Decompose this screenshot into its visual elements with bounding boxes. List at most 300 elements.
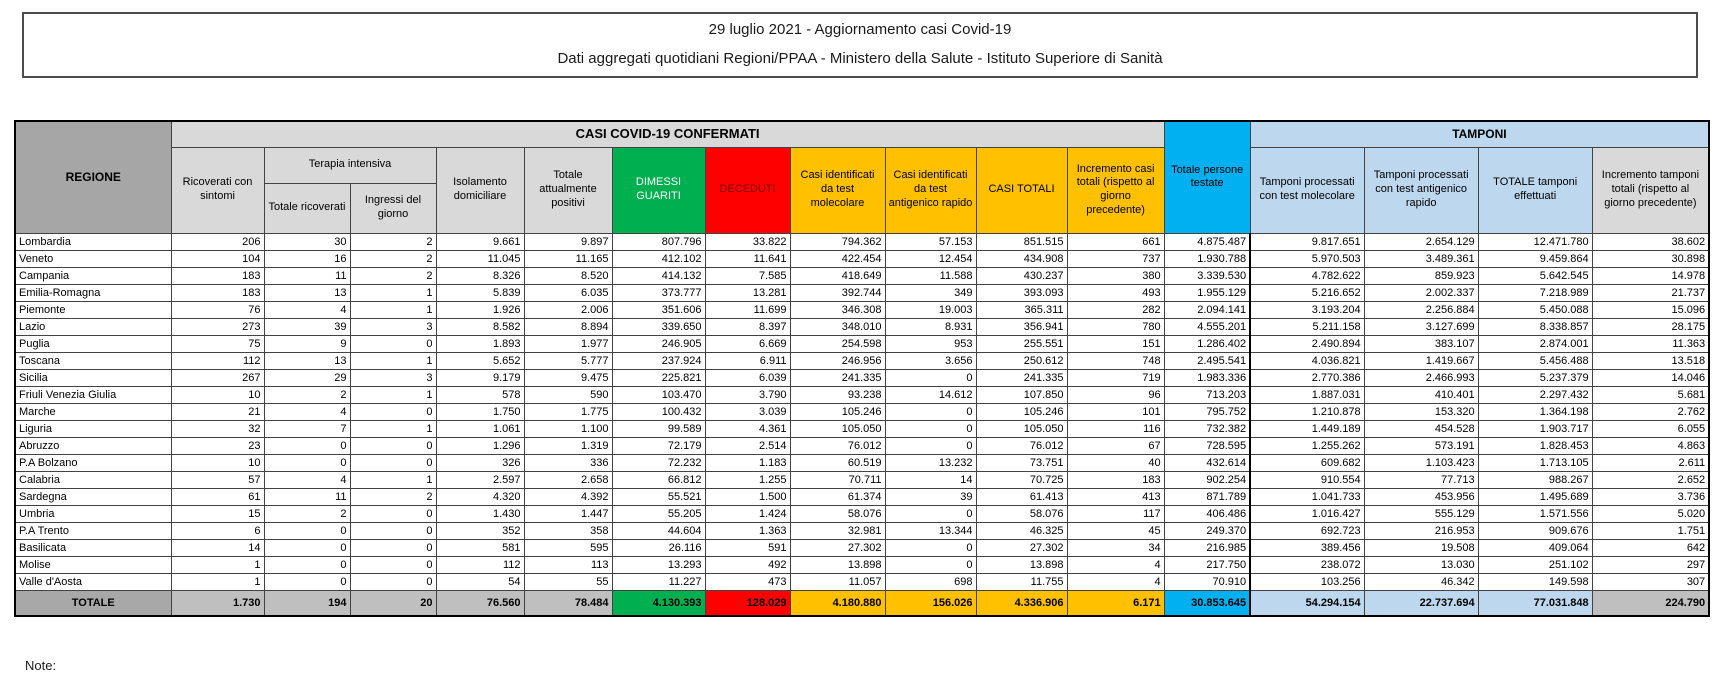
- value-cell: 2.770.386: [1250, 369, 1364, 386]
- value-cell: 11.363: [1592, 335, 1709, 352]
- region-name: Toscana: [15, 352, 171, 369]
- col-header-terapia-intensiva: Terapia intensiva: [264, 147, 436, 183]
- value-cell: 1.893: [436, 335, 524, 352]
- value-cell: 11.641: [705, 250, 790, 267]
- value-cell: 5.652: [436, 352, 524, 369]
- value-cell: 57: [171, 471, 264, 488]
- value-cell: 0: [350, 335, 436, 352]
- value-cell: 4.392: [524, 488, 612, 505]
- value-cell: 454.528: [1364, 420, 1478, 437]
- value-cell: 1.775: [524, 403, 612, 420]
- value-cell: 0: [885, 505, 976, 522]
- value-cell: 6.039: [705, 369, 790, 386]
- region-name: Emilia-Romagna: [15, 284, 171, 301]
- value-cell: 349: [885, 284, 976, 301]
- value-cell: 6: [171, 522, 264, 539]
- value-cell: 9: [264, 335, 350, 352]
- value-cell: 380: [1067, 267, 1164, 284]
- value-cell: 246.905: [612, 335, 705, 352]
- value-cell: 30: [264, 233, 350, 250]
- value-cell: 33.822: [705, 233, 790, 250]
- value-cell: 4.863: [1592, 437, 1709, 454]
- value-cell: 5.681: [1592, 386, 1709, 403]
- table-row: [15, 505, 1709, 522]
- value-cell: 58.076: [790, 505, 885, 522]
- value-cell: 9.897: [524, 233, 612, 250]
- col-header-casi-antigenico: Casi identificati da test antigenico rapido: [885, 147, 976, 233]
- value-cell: 1.926: [436, 301, 524, 318]
- value-cell: 0: [264, 573, 350, 590]
- value-cell: 107.850: [976, 386, 1067, 403]
- col-header-isolamento: Isolamento domiciliare: [436, 147, 524, 233]
- value-cell: 3.656: [885, 352, 976, 369]
- value-cell: 1.750: [436, 403, 524, 420]
- value-cell: 2.466.993: [1364, 369, 1478, 386]
- value-cell: 112: [436, 556, 524, 573]
- value-cell: 11.165: [524, 250, 612, 267]
- value-cell: 0: [885, 539, 976, 556]
- value-cell: 1.887.031: [1250, 386, 1364, 403]
- value-cell: 206: [171, 233, 264, 250]
- value-cell: 2.297.432: [1478, 386, 1592, 403]
- value-cell: 4.361: [705, 420, 790, 437]
- total-value-cell: 6.171: [1067, 590, 1164, 616]
- value-cell: 0: [350, 539, 436, 556]
- value-cell: 339.650: [612, 318, 705, 335]
- value-cell: 2: [350, 233, 436, 250]
- value-cell: 14.046: [1592, 369, 1709, 386]
- value-cell: 412.102: [612, 250, 705, 267]
- value-cell: 27.302: [976, 539, 1067, 556]
- value-cell: 11.045: [436, 250, 524, 267]
- value-cell: 7.585: [705, 267, 790, 284]
- value-cell: 1.571.556: [1478, 505, 1592, 522]
- value-cell: 26.116: [612, 539, 705, 556]
- total-value-cell: 4.180.880: [790, 590, 885, 616]
- value-cell: 21.737: [1592, 284, 1709, 301]
- value-cell: 19.003: [885, 301, 976, 318]
- value-cell: 4.320: [436, 488, 524, 505]
- value-cell: 249.370: [1164, 522, 1250, 539]
- value-cell: 2: [350, 267, 436, 284]
- value-cell: 0: [350, 403, 436, 420]
- value-cell: 16: [264, 250, 350, 267]
- value-cell: 2.654.129: [1364, 233, 1478, 250]
- total-value-cell: 77.031.848: [1478, 590, 1592, 616]
- value-cell: 2: [350, 488, 436, 505]
- value-cell: 2.490.894: [1250, 335, 1364, 352]
- value-cell: 70.711: [790, 471, 885, 488]
- value-cell: 609.682: [1250, 454, 1364, 471]
- value-cell: 807.796: [612, 233, 705, 250]
- value-cell: 581: [436, 539, 524, 556]
- value-cell: 719: [1067, 369, 1164, 386]
- value-cell: 4: [264, 471, 350, 488]
- value-cell: 99.589: [612, 420, 705, 437]
- value-cell: 112: [171, 352, 264, 369]
- value-cell: 692.723: [1250, 522, 1364, 539]
- value-cell: 61: [171, 488, 264, 505]
- value-cell: 13.293: [612, 556, 705, 573]
- value-cell: 13.898: [976, 556, 1067, 573]
- value-cell: 151: [1067, 335, 1164, 352]
- value-cell: 365.311: [976, 301, 1067, 318]
- value-cell: 6.035: [524, 284, 612, 301]
- table-row: [15, 556, 1709, 573]
- value-cell: 909.676: [1478, 522, 1592, 539]
- value-cell: 14.978: [1592, 267, 1709, 284]
- total-value-cell: 4.336.906: [976, 590, 1067, 616]
- band-tamponi: TAMPONI: [1250, 121, 1709, 147]
- value-cell: 67: [1067, 437, 1164, 454]
- table-row: [15, 403, 1709, 420]
- report-title-box: [22, 12, 1698, 78]
- table-row: [15, 573, 1709, 590]
- table-row: [15, 420, 1709, 437]
- value-cell: 13: [264, 352, 350, 369]
- value-cell: 642: [1592, 539, 1709, 556]
- total-label: TOTALE: [15, 590, 171, 616]
- total-value-cell: 128.029: [705, 590, 790, 616]
- value-cell: 732.382: [1164, 420, 1250, 437]
- value-cell: 246.956: [790, 352, 885, 369]
- value-cell: 413: [1067, 488, 1164, 505]
- value-cell: 432.614: [1164, 454, 1250, 471]
- value-cell: 113: [524, 556, 612, 573]
- value-cell: 6.055: [1592, 420, 1709, 437]
- col-header-tamponi-totale: TOTALE tamponi effettuati: [1478, 147, 1592, 233]
- value-cell: 8.326: [436, 267, 524, 284]
- value-cell: 5.970.503: [1250, 250, 1364, 267]
- value-cell: 1.363: [705, 522, 790, 539]
- value-cell: 434.908: [976, 250, 1067, 267]
- value-cell: 19.508: [1364, 539, 1478, 556]
- value-cell: 661: [1067, 233, 1164, 250]
- value-cell: 2.495.541: [1164, 352, 1250, 369]
- value-cell: 1.286.402: [1164, 335, 1250, 352]
- value-cell: 183: [1067, 471, 1164, 488]
- value-cell: 15: [171, 505, 264, 522]
- col-header-persone-testate: Totale persone testate: [1164, 121, 1250, 233]
- value-cell: 3.790: [705, 386, 790, 403]
- value-cell: 11: [264, 488, 350, 505]
- value-cell: 273: [171, 318, 264, 335]
- table-row: [15, 471, 1709, 488]
- value-cell: 14: [171, 539, 264, 556]
- value-cell: 237.924: [612, 352, 705, 369]
- value-cell: 1.016.427: [1250, 505, 1364, 522]
- region-name: Abruzzo: [15, 437, 171, 454]
- value-cell: 0: [264, 454, 350, 471]
- value-cell: 282: [1067, 301, 1164, 318]
- value-cell: 4: [1067, 556, 1164, 573]
- col-header-deceduti: DECEDUTI: [705, 147, 790, 233]
- value-cell: 104: [171, 250, 264, 267]
- value-cell: 105.246: [976, 403, 1067, 420]
- table-row: [15, 250, 1709, 267]
- value-cell: 11.699: [705, 301, 790, 318]
- report-title: 29 luglio 2021 - Aggiornamento casi Covid-19: [708, 21, 1012, 38]
- value-cell: 1.210.878: [1250, 403, 1364, 420]
- total-row: [15, 590, 1709, 616]
- value-cell: 8.582: [436, 318, 524, 335]
- value-cell: 871.789: [1164, 488, 1250, 505]
- value-cell: 573.191: [1364, 437, 1478, 454]
- value-cell: 4: [264, 301, 350, 318]
- value-cell: 183: [171, 267, 264, 284]
- region-name: Molise: [15, 556, 171, 573]
- total-value-cell: 54.294.154: [1250, 590, 1364, 616]
- value-cell: 4.875.487: [1164, 233, 1250, 250]
- band-casi-confermati: CASI COVID-19 CONFERMATI: [171, 121, 1164, 147]
- value-cell: 4.555.201: [1164, 318, 1250, 335]
- value-cell: 9.661: [436, 233, 524, 250]
- value-cell: 9.459.864: [1478, 250, 1592, 267]
- value-cell: 255.551: [976, 335, 1067, 352]
- value-cell: 73.751: [976, 454, 1067, 471]
- value-cell: 61.413: [976, 488, 1067, 505]
- value-cell: 737: [1067, 250, 1164, 267]
- value-cell: 406.486: [1164, 505, 1250, 522]
- value-cell: 0: [350, 573, 436, 590]
- report-subtitle: Dati aggregati quotidiani Regioni/PPAA - Ministero della Salute - Istituto Superiore di Sanità: [557, 50, 1163, 67]
- value-cell: 6.911: [705, 352, 790, 369]
- value-cell: 953: [885, 335, 976, 352]
- value-cell: 713.203: [1164, 386, 1250, 403]
- value-cell: 0: [350, 454, 436, 471]
- value-cell: 55: [524, 573, 612, 590]
- table-row: [15, 539, 1709, 556]
- value-cell: 4: [1067, 573, 1164, 590]
- value-cell: 2.658: [524, 471, 612, 488]
- value-cell: 241.335: [790, 369, 885, 386]
- col-header-terapia-totale: Totale ricoverati: [264, 183, 350, 233]
- value-cell: 7: [264, 420, 350, 437]
- value-cell: 3.489.361: [1364, 250, 1478, 267]
- value-cell: 418.649: [790, 267, 885, 284]
- value-cell: 38.602: [1592, 233, 1709, 250]
- value-cell: 493: [1067, 284, 1164, 301]
- region-name: Sicilia: [15, 369, 171, 386]
- value-cell: 13.898: [790, 556, 885, 573]
- value-cell: 1: [350, 284, 436, 301]
- value-cell: 8.894: [524, 318, 612, 335]
- value-cell: 93.238: [790, 386, 885, 403]
- value-cell: 251.102: [1478, 556, 1592, 573]
- value-cell: 149.598: [1478, 573, 1592, 590]
- total-value-cell: 1.730: [171, 590, 264, 616]
- value-cell: 988.267: [1478, 471, 1592, 488]
- value-cell: 77.713: [1364, 471, 1478, 488]
- value-cell: 267: [171, 369, 264, 386]
- value-cell: 254.598: [790, 335, 885, 352]
- value-cell: 780: [1067, 318, 1164, 335]
- value-cell: 76.012: [976, 437, 1067, 454]
- value-cell: 9.817.651: [1250, 233, 1364, 250]
- value-cell: 46.325: [976, 522, 1067, 539]
- value-cell: 13.344: [885, 522, 976, 539]
- value-cell: 591: [705, 539, 790, 556]
- value-cell: 2.762: [1592, 403, 1709, 420]
- value-cell: 32.981: [790, 522, 885, 539]
- value-cell: 34: [1067, 539, 1164, 556]
- value-cell: 8.338.857: [1478, 318, 1592, 335]
- value-cell: 2: [264, 505, 350, 522]
- value-cell: 250.612: [976, 352, 1067, 369]
- region-name: Marche: [15, 403, 171, 420]
- value-cell: 2.597: [436, 471, 524, 488]
- value-cell: 72.179: [612, 437, 705, 454]
- col-header-dimessi-guariti: DIMESSI GUARITI: [612, 147, 705, 233]
- value-cell: 44.604: [612, 522, 705, 539]
- total-value-cell: 76.560: [436, 590, 524, 616]
- value-cell: 1: [350, 471, 436, 488]
- value-cell: 216.985: [1164, 539, 1250, 556]
- table-row: [15, 318, 1709, 335]
- value-cell: 698: [885, 573, 976, 590]
- value-cell: 409.064: [1478, 539, 1592, 556]
- value-cell: 473: [705, 573, 790, 590]
- value-cell: 13.281: [705, 284, 790, 301]
- value-cell: 348.010: [790, 318, 885, 335]
- value-cell: 5.237.379: [1478, 369, 1592, 386]
- col-header-regione: REGIONE: [15, 121, 171, 233]
- value-cell: 1.319: [524, 437, 612, 454]
- value-cell: 851.515: [976, 233, 1067, 250]
- value-cell: 1.364.198: [1478, 403, 1592, 420]
- value-cell: 1.100: [524, 420, 612, 437]
- value-cell: 578: [436, 386, 524, 403]
- value-cell: 326: [436, 454, 524, 471]
- table-row: [15, 369, 1709, 386]
- value-cell: 12.471.780: [1478, 233, 1592, 250]
- value-cell: 728.595: [1164, 437, 1250, 454]
- value-cell: 3: [350, 369, 436, 386]
- total-value-cell: 194: [264, 590, 350, 616]
- value-cell: 60.519: [790, 454, 885, 471]
- value-cell: 225.821: [612, 369, 705, 386]
- value-cell: 492: [705, 556, 790, 573]
- value-cell: 32: [171, 420, 264, 437]
- value-cell: 392.744: [790, 284, 885, 301]
- value-cell: 5.839: [436, 284, 524, 301]
- total-value-cell: 224.790: [1592, 590, 1709, 616]
- value-cell: 555.129: [1364, 505, 1478, 522]
- value-cell: 0: [350, 437, 436, 454]
- value-cell: 0: [350, 556, 436, 573]
- value-cell: 1.447: [524, 505, 612, 522]
- value-cell: 297: [1592, 556, 1709, 573]
- table-row: [15, 233, 1709, 250]
- value-cell: 1.500: [705, 488, 790, 505]
- region-name: Lazio: [15, 318, 171, 335]
- value-cell: 46.342: [1364, 573, 1478, 590]
- value-cell: 101: [1067, 403, 1164, 420]
- value-cell: 116: [1067, 420, 1164, 437]
- value-cell: 748: [1067, 352, 1164, 369]
- value-cell: 5.211.158: [1250, 318, 1364, 335]
- value-cell: 103.470: [612, 386, 705, 403]
- value-cell: 13.232: [885, 454, 976, 471]
- table-row: [15, 386, 1709, 403]
- value-cell: 5.216.652: [1250, 284, 1364, 301]
- value-cell: 5.777: [524, 352, 612, 369]
- value-cell: 66.812: [612, 471, 705, 488]
- value-cell: 0: [885, 420, 976, 437]
- value-cell: 8.397: [705, 318, 790, 335]
- value-cell: 57.153: [885, 233, 976, 250]
- region-name: Calabria: [15, 471, 171, 488]
- value-cell: 100.432: [612, 403, 705, 420]
- value-cell: 3: [350, 318, 436, 335]
- value-cell: 55.521: [612, 488, 705, 505]
- value-cell: 1.430: [436, 505, 524, 522]
- value-cell: 1.903.717: [1478, 420, 1592, 437]
- total-value-cell: 22.737.694: [1364, 590, 1478, 616]
- col-header-terapia-ingressi: Ingressi del giorno: [350, 183, 436, 233]
- value-cell: 76.012: [790, 437, 885, 454]
- value-cell: 2.256.884: [1364, 301, 1478, 318]
- value-cell: 430.237: [976, 267, 1067, 284]
- value-cell: 5.020: [1592, 505, 1709, 522]
- value-cell: 1: [350, 301, 436, 318]
- value-cell: 0: [885, 556, 976, 573]
- value-cell: 103.256: [1250, 573, 1364, 590]
- value-cell: 3.127.699: [1364, 318, 1478, 335]
- value-cell: 2.874.001: [1478, 335, 1592, 352]
- value-cell: 75: [171, 335, 264, 352]
- value-cell: 1.983.336: [1164, 369, 1250, 386]
- value-cell: 2.006: [524, 301, 612, 318]
- value-cell: 55.205: [612, 505, 705, 522]
- value-cell: 1: [350, 420, 436, 437]
- region-name: Valle d'Aosta: [15, 573, 171, 590]
- value-cell: 0: [350, 505, 436, 522]
- value-cell: 2.002.337: [1364, 284, 1478, 301]
- value-cell: 356.941: [976, 318, 1067, 335]
- table-row: [15, 352, 1709, 369]
- region-name: Puglia: [15, 335, 171, 352]
- value-cell: 11.588: [885, 267, 976, 284]
- value-cell: 595: [524, 539, 612, 556]
- value-cell: 2.611: [1592, 454, 1709, 471]
- total-value-cell: 4.130.393: [612, 590, 705, 616]
- value-cell: 2: [264, 386, 350, 403]
- total-value-cell: 20: [350, 590, 436, 616]
- value-cell: 241.335: [976, 369, 1067, 386]
- col-header-tamponi-molecolare: Tamponi processati con test molecolare: [1250, 147, 1364, 233]
- value-cell: 1.495.689: [1478, 488, 1592, 505]
- value-cell: 54: [436, 573, 524, 590]
- value-cell: 28.175: [1592, 318, 1709, 335]
- value-cell: 3.193.204: [1250, 301, 1364, 318]
- region-name: Piemonte: [15, 301, 171, 318]
- table-row: [15, 335, 1709, 352]
- value-cell: 3.339.530: [1164, 267, 1250, 284]
- note-label: Note:: [25, 658, 57, 673]
- value-cell: 30.898: [1592, 250, 1709, 267]
- value-cell: 40: [1067, 454, 1164, 471]
- value-cell: 1.751: [1592, 522, 1709, 539]
- value-cell: 414.132: [612, 267, 705, 284]
- value-cell: 0: [885, 403, 976, 420]
- value-cell: 373.777: [612, 284, 705, 301]
- table-row: [15, 488, 1709, 505]
- value-cell: 453.956: [1364, 488, 1478, 505]
- value-cell: 902.254: [1164, 471, 1250, 488]
- table-body: [15, 233, 1709, 616]
- value-cell: 1.930.788: [1164, 250, 1250, 267]
